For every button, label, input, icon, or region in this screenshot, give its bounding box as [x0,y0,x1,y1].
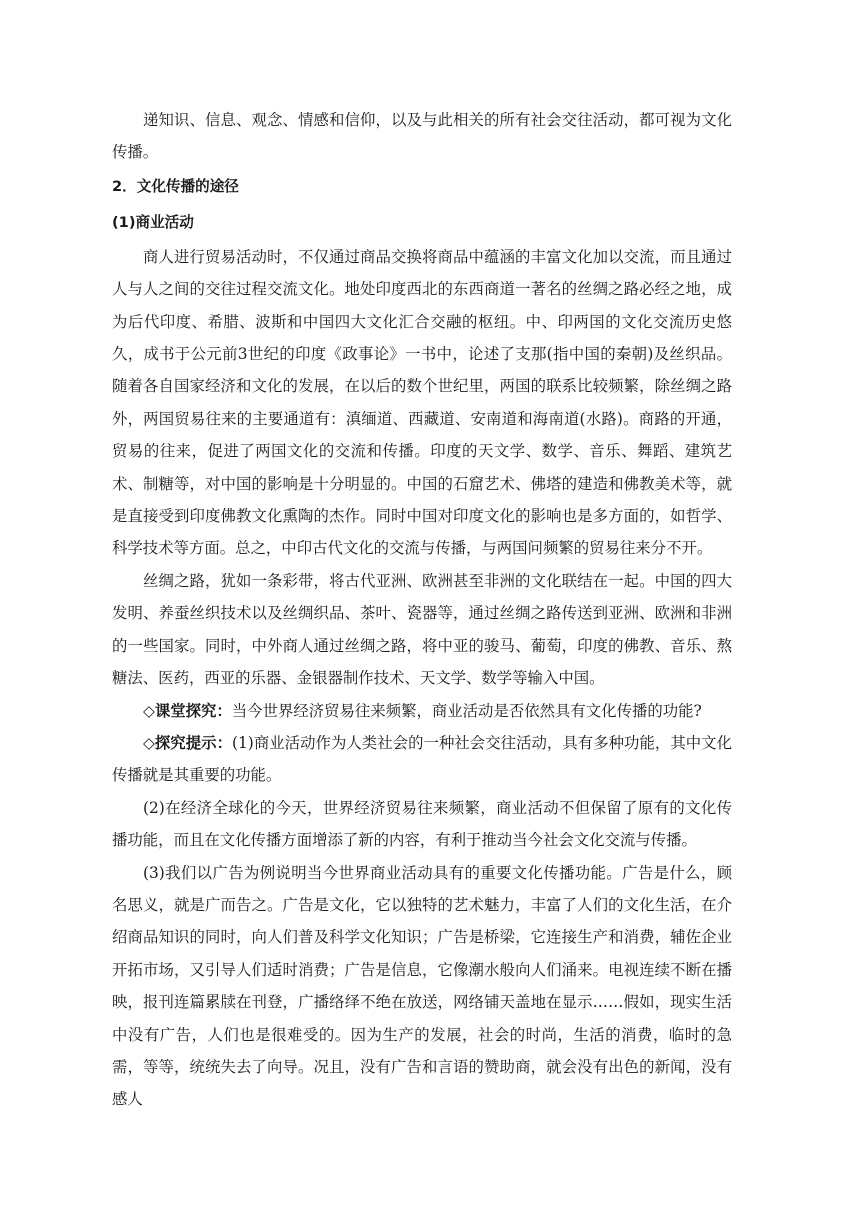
classroom-question [112,695,732,727]
question-label: ◇课堂探究： [143,701,232,720]
subsection-heading: (1)商业活动 [112,213,194,231]
paragraph-silk-road: 丝绸之路，犹如一条彩带，将古代亚洲、欧洲甚至非洲的文化联结在一起。中国的四大发明、养蚕丝织技术以及丝绸织品、茶叶、瓷器等，通过丝绸之路传送到亚洲、欧洲和非洲的一些国家。同时，中外商人通过丝绸之路，将中亚的骏马、葡萄，印度的佛教、音乐、熬糖法、医药，西亚的乐器、金银器制作技术、天文学、数学等输入中国。 [112,571,732,688]
hint-text-1: (1)商业活动作为人类社会的一种社会交往活动，具有多种功能，其中文化传播就是其重要的功能。 [112,733,732,785]
hint-paragraph-1 [112,727,732,792]
document-body [112,104,732,1116]
hint-paragraph-2: (2)在经济全球化的今天，世界经济贸易往来频繁，商业活动不但保留了原有的文化传播功能，而且在文化传播方面增添了新的内容，有利于推动当今社会文化交流与传播。 [112,798,732,850]
paragraph-trade: 商人进行贸易活动时，不仅通过商品交换将商品中蕴涵的丰富文化加以交流，而且通过人与人之间的交往过程交流文化。地处印度西北的东西商道一著名的丝绸之路必经之地，成为后代印度、希腊、波斯和中国四大文化汇合交融的枢纽。中、印两国的文化交流历史悠久，成书于公元前3世纪的印度《政事论》一书中，论述了支那(指中国的秦朝)及丝织品。随着各自国家经济和文化的发展，在以后的数个世纪里，两国的联系比较频繁，除丝绸之路外，两国贸易往来的主要通道有：滇缅道、西藏道、安南道和海南道(水路)。商路的开通，贸易的往来，促进了两国文化的交流和传播。印度的天文学、数学、音乐、舞蹈、建筑艺术、制糖等，对中国的影响是十分明显的。中国的石窟艺术、佛塔的建造和佛教美术等，就是直接受到印度佛教文化熏陶的杰作。同时中国对印度文化的影响也是多方面的，如哲学、科学技术等方面。总之，中印古代文化的交流与传播，与两国问频繁的贸易往来分不开。 [112,247,732,558]
section-heading: 2．文化传播的途径 [112,177,239,195]
hint-label: ◇探究提示： [143,733,232,752]
question-text: 当今世界经济贸易往来频繁，商业活动是否依然具有文化传播的功能? [231,701,702,720]
paragraph-intro: 递知识、信息、观念、情感和信仰，以及与此相关的所有社会交往活动，都可视为文化传播。 [112,111,732,162]
hint-paragraph-3: (3)我们以广告为例说明当今世界商业活动具有的重要文化传播功能。广告是什么，顾名思义，就是广而告之。广告是文化，它以独特的艺术魅力，丰富了人们的文化生活，在介绍商品知识的同时，向人们普及科学文化知识；广告是桥梁，它连接生产和消费，辅佐企业开拓市场，又引导人们适时消费；广告是信息，它像潮水般向人们涌来。电视连续不断在播映，报刊连篇累牍在刊登，广播络绎不绝在放送，网络铺天盖地在显示……假如，现实生活中没有广告，人们也是很难受的。因为生产的发展，社会的时尚，生活的消费，临时的急需，等等，统统失去了向导。况且，没有广告和言语的赞助商，就会没有出色的新闻，没有感人 [112,863,732,1109]
